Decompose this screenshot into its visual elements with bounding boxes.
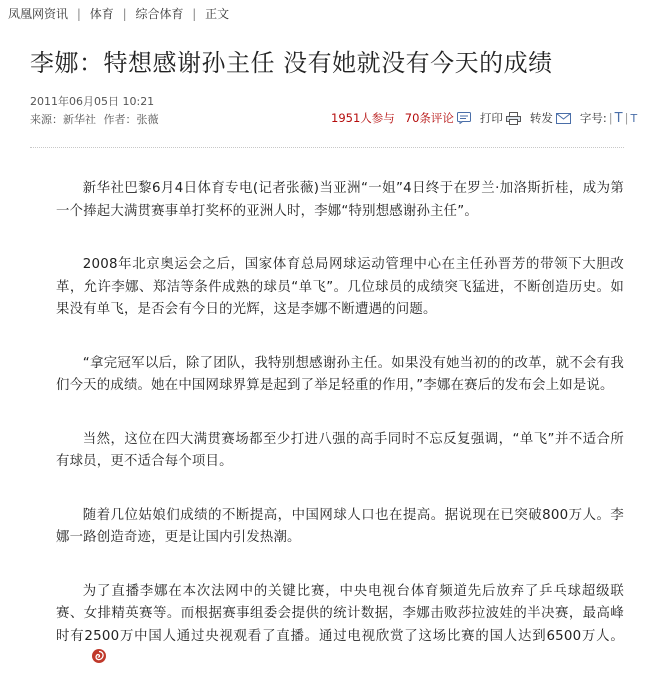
print-label: 打印 bbox=[479, 111, 503, 125]
breadcrumb-separator: | bbox=[76, 7, 81, 21]
breadcrumb-general-sports[interactable]: 综合体育 bbox=[135, 7, 184, 21]
article-paragraph: 新华社巴黎6月4日体育专电(记者张薇)当亚洲“一姐”4日终于在罗兰·加洛斯折桂，成为第一个捧起大满贯赛事单打奖杯的亚洲人时，李娜“特别想感谢孙主任”。 bbox=[56, 181, 624, 219]
author-label: 作者： bbox=[103, 113, 137, 126]
source-name: 新华社 bbox=[63, 113, 96, 126]
article-paragraph: 2008年北京奥运会之后，国家体育总局网球运动管理中心在主任孙晋芳的带领下大胆改革，允许李娜、郑洁等条件成熟的球员“单飞”。几位球员的成绩突飞猛进，不断创造历史。如果没有单飞，是否会有今日的光辉，这是李娜不断遭遇的问题。 bbox=[56, 257, 624, 317]
breadcrumb-current: 正文 bbox=[205, 7, 230, 21]
article-byline bbox=[30, 111, 159, 127]
header-divider bbox=[30, 147, 624, 148]
font-size-large[interactable]: T bbox=[614, 110, 623, 126]
breadcrumb-separator: | bbox=[192, 7, 197, 21]
end-mark-icon bbox=[64, 648, 107, 673]
participants-link[interactable]: 1951人参与 bbox=[331, 111, 395, 125]
article-paragraph: 当然，这位在四大满贯赛场都至少打进八强的高手同时不忘反复强调，“单飞”并不适合所有球员，更不适合每个项目。 bbox=[56, 431, 624, 469]
article-date: 2011年06月05日 10:21 bbox=[30, 95, 155, 108]
font-size-control: 字号: | T | T bbox=[579, 110, 638, 126]
mail-icon bbox=[556, 113, 571, 124]
author-name: 张薇 bbox=[136, 113, 159, 126]
breadcrumb-site[interactable]: 凤凰网资讯 bbox=[8, 7, 69, 21]
comment-icon[interactable] bbox=[457, 112, 471, 124]
font-size-label: 字号: bbox=[579, 111, 607, 125]
article-paragraph-last bbox=[56, 581, 624, 673]
forward-button[interactable] bbox=[530, 110, 571, 126]
breadcrumb-separator: | bbox=[122, 7, 127, 21]
article-paragraph-text: 为了直播李娜在本次法网中的关键比赛，中央电视台体育频道先后放弃了乒乓球超级联赛、女排精英赛等。而根据赛事组委会提供的统计数据，李娜击败莎拉波娃的半决赛，最高峰时有2500万中国人通过央视观看了直播。通过电视欣赏了这场比赛的国人达到6500万人。 bbox=[56, 583, 624, 644]
source-label: 来源： bbox=[30, 113, 63, 126]
print-button[interactable] bbox=[480, 110, 521, 126]
article-paragraph: “拿完冠军以后，除了团队，我特别想感谢孙主任。如果没有她当初的的改革，就不会有我们今天的成绩。她在中国网球界算是起到了举足轻重的作用，”李娜在赛后的发布会上如是说。 bbox=[56, 355, 624, 393]
breadcrumb-sports[interactable]: 体育 bbox=[89, 7, 114, 21]
article-toolbar bbox=[331, 110, 637, 126]
comments-link[interactable]: 70条评论 bbox=[404, 111, 454, 125]
printer-icon bbox=[506, 112, 521, 125]
forward-label: 转发 bbox=[529, 111, 553, 125]
breadcrumb bbox=[8, 5, 229, 22]
font-size-small[interactable]: T bbox=[630, 111, 638, 125]
article-paragraph: 随着几位姑娘们成绩的不断提高，中国网球人口也在提高。据说现在已突破800万人。李娜一路创造奇迹，更是让国内引发热潮。 bbox=[56, 507, 624, 545]
article-title: 李娜：特想感谢孙主任 没有她就没有今天的成绩 bbox=[30, 49, 553, 77]
article-body bbox=[56, 178, 624, 673]
